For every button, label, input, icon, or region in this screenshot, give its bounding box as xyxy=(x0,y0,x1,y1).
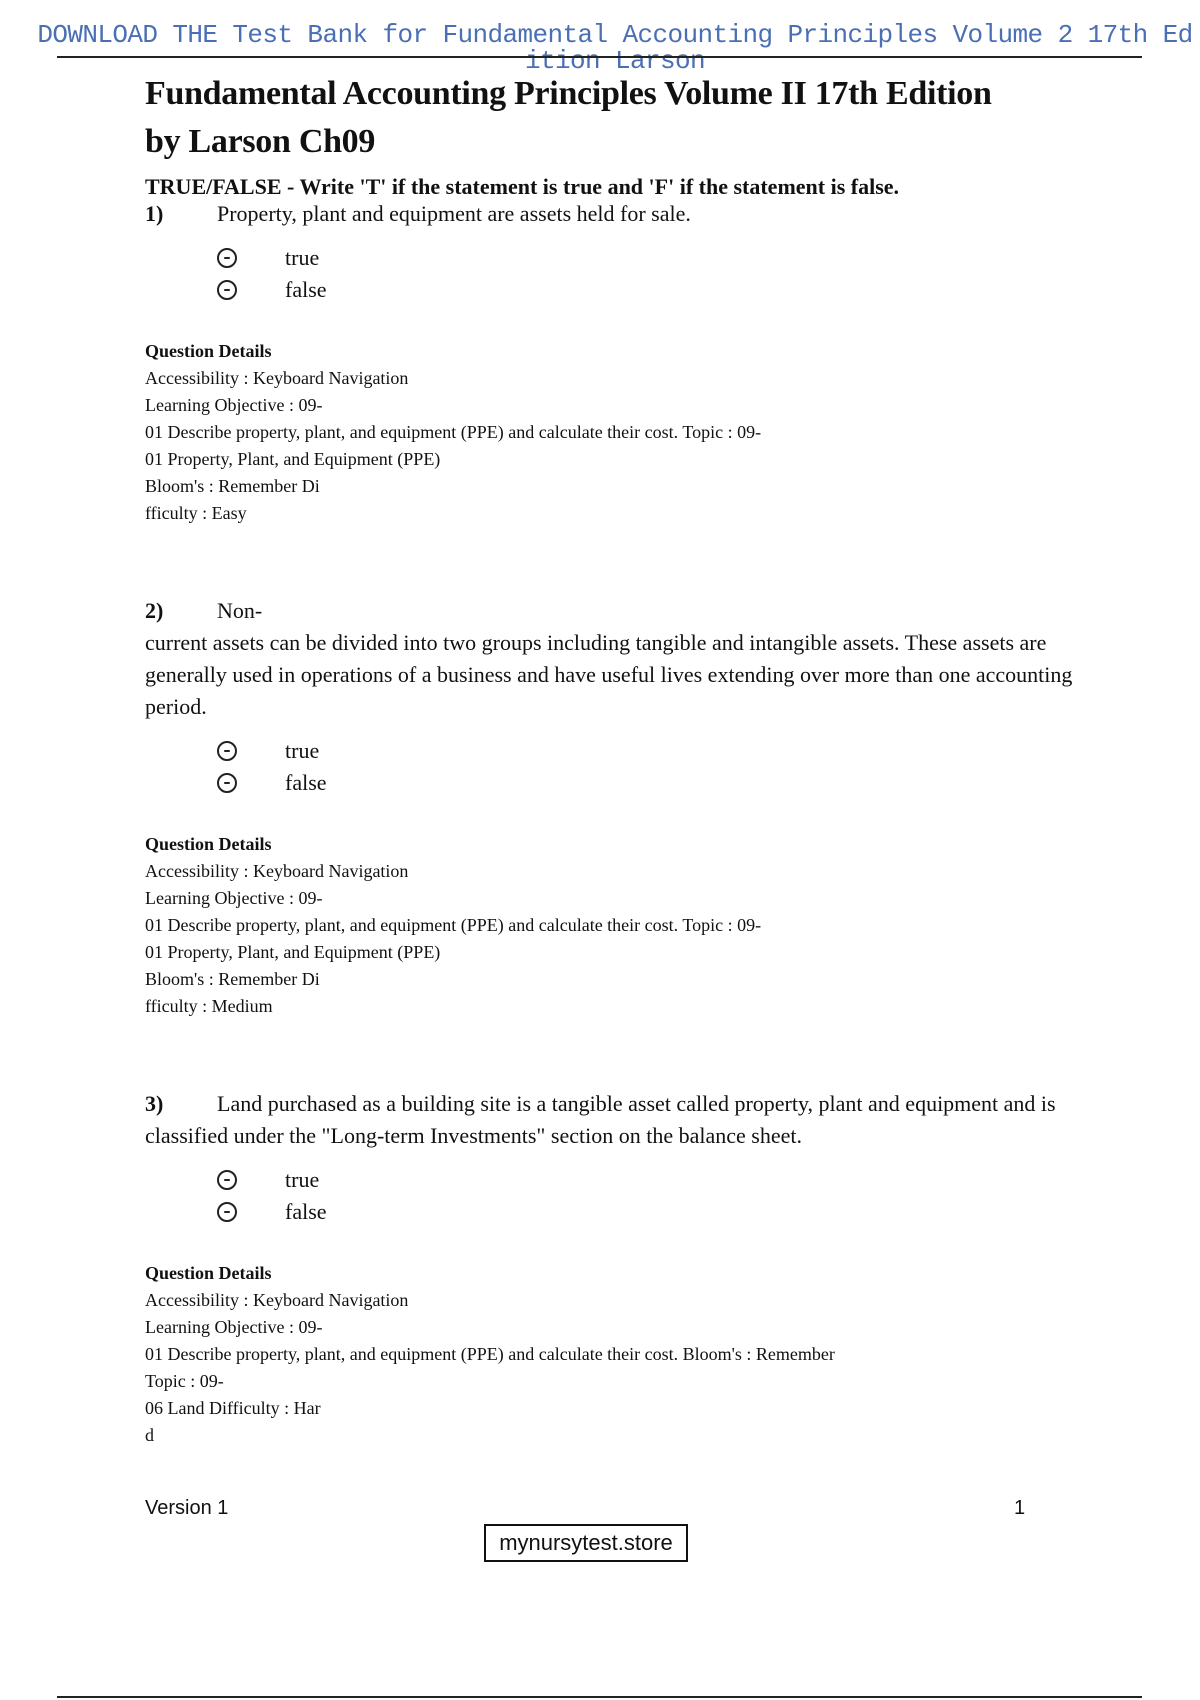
detail-line: d xyxy=(145,1425,154,1445)
detail-line: Learning Objective : 09- xyxy=(145,395,323,415)
question-number: 1) xyxy=(145,201,164,226)
option-label: true xyxy=(285,245,320,270)
option-true[interactable] xyxy=(217,1164,1085,1196)
radio-icon[interactable] xyxy=(217,248,237,268)
detail-line: Learning Objective : 09- xyxy=(145,1317,323,1337)
bottom-divider xyxy=(57,1696,1142,1698)
question-text: current assets can be divided into two groups including tangible and intangible assets. These assets are generally used in operations of a business and have useful lives extending over more than one accounting period. xyxy=(145,630,1073,719)
question-number: 3) xyxy=(145,1091,164,1116)
title-line-1: Fundamental Accounting Principles Volume II 17th Edition xyxy=(145,75,992,112)
top-divider xyxy=(57,56,1142,58)
detail-line: 01 Describe property, plant, and equipment (PPE) and calculate their cost. Bloom's : Remember xyxy=(145,1344,835,1364)
option-true[interactable] xyxy=(217,242,1085,274)
question-text: Property, plant and equipment are assets held for sale. xyxy=(217,201,691,226)
detail-line: 06 Land Difficulty : Har xyxy=(145,1398,321,1418)
question-2-stem xyxy=(145,595,1085,723)
radio-icon[interactable] xyxy=(217,1202,237,1222)
question-3-stem xyxy=(145,1088,1085,1152)
download-banner[interactable]: DOWNLOAD THE Test Bank for Fundamental Accounting Principles Volume 2 17th Edition Larson xyxy=(37,20,1193,76)
instructions: TRUE/FALSE - Write 'T' if the statement is true and 'F' if the statement is false. xyxy=(145,174,900,199)
option-true[interactable] xyxy=(217,735,1085,767)
answer-options xyxy=(217,1164,1085,1228)
details-heading: Question Details xyxy=(145,341,272,361)
detail-line: Accessibility : Keyboard Navigation xyxy=(145,1290,409,1310)
question-number: 2) xyxy=(145,598,164,623)
detail-line: Topic : 09- xyxy=(145,1371,224,1391)
radio-icon[interactable] xyxy=(217,741,237,761)
detail-line: Accessibility : Keyboard Navigation xyxy=(145,861,409,881)
document-title xyxy=(145,70,1085,166)
question-text-start: Non- xyxy=(217,598,263,623)
detail-line: 01 Property, Plant, and Equipment (PPE) xyxy=(145,942,441,962)
option-label: false xyxy=(285,770,327,795)
question-1 xyxy=(145,198,1085,527)
option-label: false xyxy=(285,277,327,302)
radio-icon[interactable] xyxy=(217,773,237,793)
detail-line: Bloom's : Remember Di xyxy=(145,476,320,496)
details-heading: Question Details xyxy=(145,1263,272,1283)
title-line-2: by Larson Ch09 xyxy=(145,123,376,160)
question-1-stem xyxy=(145,198,1085,230)
detail-line: Learning Objective : 09- xyxy=(145,888,323,908)
detail-line: 01 Describe property, plant, and equipment (PPE) and calculate their cost. Topic : 09- xyxy=(145,915,762,935)
option-label: false xyxy=(285,1199,327,1224)
option-label: true xyxy=(285,738,320,763)
answer-options xyxy=(217,735,1085,799)
version-label: Version 1 xyxy=(145,1497,229,1519)
detail-line: 01 Property, Plant, and Equipment (PPE) xyxy=(145,449,441,469)
detail-line: Bloom's : Remember Di xyxy=(145,969,320,989)
detail-line: 01 Describe property, plant, and equipment (PPE) and calculate their cost. Topic : 09- xyxy=(145,422,762,442)
details-heading: Question Details xyxy=(145,834,272,854)
option-label: true xyxy=(285,1167,320,1192)
question-details xyxy=(145,338,1085,527)
option-false[interactable] xyxy=(217,274,1085,306)
radio-icon[interactable] xyxy=(217,1170,237,1190)
page-number: 1 xyxy=(1014,1497,1026,1519)
detail-line: fficulty : Easy xyxy=(145,503,247,523)
site-link[interactable]: mynursytest.store xyxy=(484,1524,688,1562)
question-details xyxy=(145,1260,1085,1449)
option-false[interactable] xyxy=(217,1196,1085,1228)
detail-line: Accessibility : Keyboard Navigation xyxy=(145,368,409,388)
question-text: Land purchased as a building site is a tangible asset called property, plant and equipment and is classified under the "Long-term Investments" section on the balance sheet. xyxy=(145,1091,1056,1148)
radio-icon[interactable] xyxy=(217,280,237,300)
option-false[interactable] xyxy=(217,767,1085,799)
question-details xyxy=(145,831,1085,1020)
question-2 xyxy=(145,595,1085,1020)
document-header xyxy=(145,70,1085,202)
detail-line: fficulty : Medium xyxy=(145,996,273,1016)
answer-options xyxy=(217,242,1085,306)
question-3 xyxy=(145,1088,1085,1449)
